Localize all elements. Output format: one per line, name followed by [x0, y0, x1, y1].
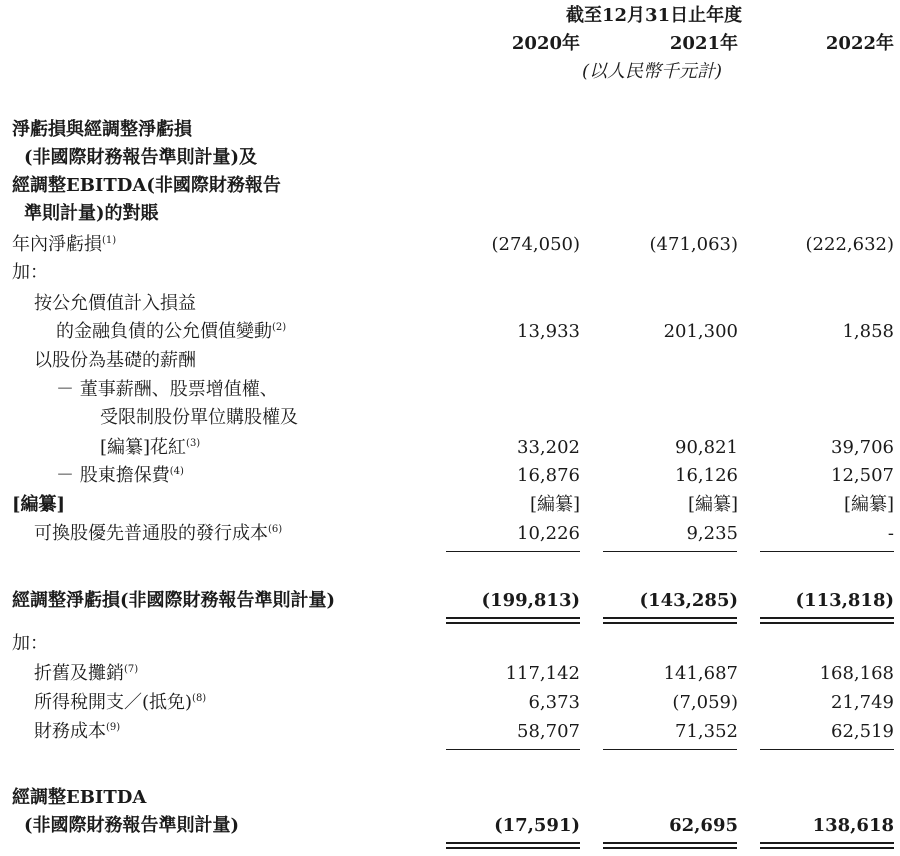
row-sbc-a-label-2: 受限制股份單位購股權及: [100, 407, 298, 428]
net-loss-2021: (471,063): [649, 234, 738, 255]
row-sbc-a-label-3: [編纂]花紅$^{(3)}$: [100, 437, 201, 458]
row-sbc-label: 以股份為基礎的薪酬: [34, 350, 196, 371]
subtotal-rule-2022: [760, 551, 894, 552]
issue-cost-2020: 10,226: [517, 523, 580, 544]
period-header: 截至12月31日止年度: [566, 5, 743, 26]
row-sbc-b-label: － 股東擔保費$^{(4)}$: [56, 465, 184, 486]
sbc-a-2022: 39,706: [831, 437, 894, 458]
row-net-loss-label: 年內淨虧損$^{(1)}$: [12, 234, 117, 255]
fin-2020: 58,707: [517, 721, 580, 742]
fin-2022: 62,519: [831, 721, 894, 742]
net-loss-2022: (222,632): [805, 234, 894, 255]
tax-2021: (7,059): [672, 692, 738, 713]
da-2022: 168,168: [819, 663, 894, 684]
adj-net-loss-2020: (199,813): [481, 590, 580, 611]
subtotal-rule-2022-b: [760, 749, 894, 750]
row-issue-cost-label: 可換股優先普通股的發行成本$^{(6)}$: [34, 523, 283, 544]
row-da-label: 折舊及攤銷$^{(7)}$: [34, 663, 139, 684]
da-2020: 117,142: [505, 663, 580, 684]
subtotal-rule-2021: [603, 551, 737, 552]
subtotal-rule-2020-b: [446, 749, 580, 750]
fin-2021: 71,352: [675, 721, 738, 742]
row-ebitda-label-2: (非國際財務報告準則計量): [24, 815, 240, 836]
redacted-2021: [編纂]: [687, 494, 738, 515]
redacted-2020: [編纂]: [529, 494, 580, 515]
row-adj-net-loss-label: 經調整淨虧損(非國際財務報告準則計量): [12, 590, 336, 611]
row-fv-label-1: 按公允價值計入損益: [34, 293, 196, 314]
total-rule-2022-a: [760, 617, 894, 624]
section-title-line3: 經調整EBITDA(非國際財務報告: [12, 175, 281, 196]
row-fin-label: 財務成本$^{(9)}$: [34, 721, 121, 742]
sbc-a-2021: 90,821: [675, 437, 738, 458]
tax-2022: 21,749: [831, 692, 894, 713]
ebitda-2020: (17,591): [494, 815, 580, 836]
year-2020-header: 2020年: [511, 33, 580, 54]
issue-cost-2021: 9,235: [686, 523, 738, 544]
row-sbc-a-label-1: － 董事薪酬、股票增值權、: [56, 379, 278, 400]
total-rule-2021-b: [603, 842, 737, 849]
fv-2022: 1,858: [842, 321, 894, 342]
year-2021-header: 2021年: [669, 33, 738, 54]
redacted-2022: [編纂]: [843, 494, 894, 515]
net-loss-2020: (274,050): [491, 234, 580, 255]
total-rule-2021-a: [603, 617, 737, 624]
total-rule-2022-b: [760, 842, 894, 849]
fv-2021: 201,300: [663, 321, 738, 342]
da-2021: 141,687: [663, 663, 738, 684]
ebitda-2021: 62,695: [669, 815, 738, 836]
sbc-a-2020: 33,202: [517, 437, 580, 458]
year-2022-header: 2022年: [825, 33, 894, 54]
total-rule-2020-b: [446, 842, 580, 849]
add-label-2: 加：: [12, 633, 48, 654]
section-title-line2: (非國際財務報告準則計量)及: [24, 147, 258, 168]
subtotal-rule-2020: [446, 551, 580, 552]
fv-2020: 13,933: [517, 321, 580, 342]
section-title-line1: 淨虧損與經調整淨虧損: [12, 119, 192, 140]
adj-net-loss-2022: (113,818): [795, 590, 894, 611]
row-redacted-label: [編纂]: [12, 494, 66, 515]
total-rule-2020-a: [446, 617, 580, 624]
adj-net-loss-2021: (143,285): [639, 590, 738, 611]
tax-2020: 6,373: [528, 692, 580, 713]
ebitda-2022: 138,618: [812, 815, 894, 836]
row-ebitda-label-1: 經調整EBITDA: [12, 787, 147, 808]
row-fv-label-2: 的金融負債的公允價值變動$^{(2)}$: [56, 321, 287, 342]
add-label-1: 加：: [12, 262, 48, 283]
sbc-b-2020: 16,876: [517, 465, 580, 486]
sbc-b-2022: 12,507: [831, 465, 894, 486]
row-tax-label: 所得稅開支／(抵免)$^{(8)}$: [34, 692, 207, 713]
subtotal-rule-2021-b: [603, 749, 737, 750]
issue-cost-2022: -: [887, 523, 894, 544]
unit-label: (以人民幣千元計): [582, 61, 723, 82]
sbc-b-2021: 16,126: [675, 465, 738, 486]
section-title-line4: 準則計量)的對賬: [24, 203, 159, 224]
